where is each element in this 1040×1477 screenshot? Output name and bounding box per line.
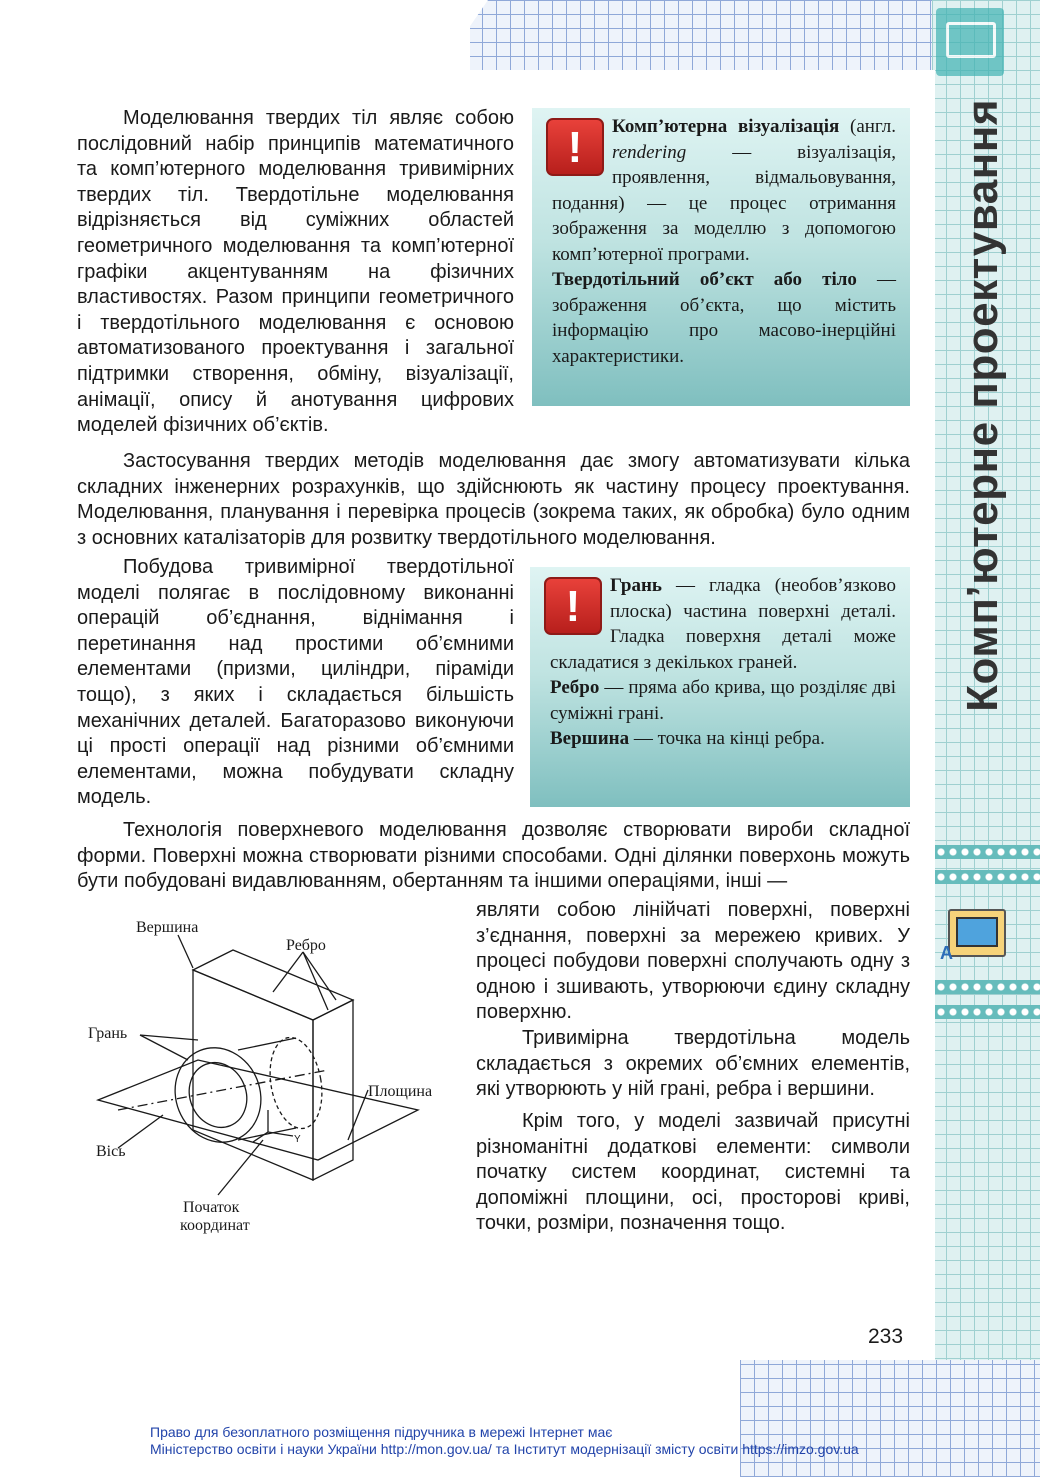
- exclamation-icon: !: [544, 577, 602, 635]
- label-origin-line2: координат: [180, 1217, 250, 1234]
- classroom-board-icon: A: [940, 905, 1010, 965]
- grid-background-bottom: [740, 1350, 1040, 1477]
- ornament-divider: [935, 980, 1040, 994]
- term-edge: Ребро: [550, 677, 600, 698]
- paragraph-surface-modeling: Технологія поверхневого моделювання дозволяє створювати вироби складної форми. Поверхні можна створювати різними способами. Одні ділянки поверхонь можуть бути побудовані видавлюванням, обертанням та іншими операціями, інші —: [77, 819, 910, 893]
- cylinder-inner: [180, 1054, 257, 1136]
- label-edge: Ребро: [286, 937, 326, 954]
- footer-rights-line: Право для безоплатного розміщення підручника в мережі Інтернет має: [150, 1424, 613, 1440]
- cylinder-outer: [161, 1035, 275, 1155]
- paragraph-extra-elements: Крім того, у моделі зазвичай присутні різноманітні додаткові елементи: символи початку систем координат, системні та допоміжні площини, осі, просторові криві, точки, розміри, позначення тощо.: [476, 1110, 910, 1235]
- ornament-divider: [935, 870, 1040, 884]
- page-number: 233: [868, 1325, 904, 1348]
- ornament-divider: [935, 845, 1040, 859]
- ornament-divider: [935, 1005, 1040, 1019]
- label-vertex: Вершина: [136, 919, 199, 936]
- paragraph-surfaces: являти собою лінійчаті поверхні, поверхні з’єднання, поверхні за мережею кривих. У процесі побудови поверхні сполучають одну з одною і зшивають, утворюючи єдину складну поверхню.: [476, 899, 910, 1024]
- term-solid-object: Твердотільний об’єкт або тіло: [552, 269, 857, 290]
- box-front-face: [193, 970, 313, 1180]
- plane-shape: [98, 1060, 418, 1160]
- term-rendering: Комп’ютерна візуалізація: [612, 116, 840, 137]
- label-y: Y: [294, 1134, 301, 1145]
- paragraph-applications: Застосування твердих методів моделювання дає змогу автоматизувати кілька складних інженерних розрахунків, що здійснюють як частину процесу проектування. Моделювання, планування і перевірка процесів (зокрема таких, як обробка) було одним з основних каталізаторів для розвитку твердотільного моделювання.: [77, 450, 910, 549]
- label-face: Грань: [88, 1025, 128, 1042]
- definition-box-face-edge-vertex: ! Грань — гладка (необов’язково плоска) частина поверхні деталі. Гладка поверхня деталі може складатися з декількох граней. Ребро — пряма або крива, що розділяє дві суміжні грані. Вершина — точка на кінці ребра.: [530, 567, 910, 807]
- term-vertex: Вершина: [550, 728, 630, 749]
- label-axis: Вісь: [96, 1143, 126, 1160]
- definition-box-rendering: ! Комп’ютерна візуалізація (англ. rendering — візуалізація, проявлення, відмальовування, подання) — це процес отримання зображення за моделлю з допомогою комп’ютерної програми. Твердотільний об’єкт або тіло — зображення об’єкта, що містить інформацію про масово-інерційні характеристики.: [532, 108, 910, 406]
- paragraph-solid-modeling: Моделювання твердих тіл являє собою послідовний набір принципів математичного та комп’ютерного моделювання тривимірних твердих тіл. Твердотільне моделювання відрізняється від суміжних областей геометричного моделювання та комп’ютерної графіки акцентуванням на фізичних властивостях. Разом принципи геометричного і твердотільного моделювання є основою автоматизованого проектування і загальної підтримки створення, обміну, візуалізації, анімації, опису й анотування цифрових моделей фізичних об’єктів.: [77, 107, 514, 437]
- computer-icon: [936, 8, 1004, 76]
- label-plane: Площина: [368, 1083, 433, 1100]
- term-face: Грань: [610, 575, 662, 596]
- solid-model-diagram: [78, 910, 458, 1240]
- exclamation-icon: !: [546, 118, 604, 176]
- footer-ministry-line: Міністерство освіти і науки України http://mon.gov.ua/ та Інститут модернізації змісту освіти https://imzo.gov.ua: [150, 1441, 859, 1457]
- axis-line: [118, 1070, 328, 1110]
- paragraph-3d-model: Тривимірна твердотільна модель складається з окремих об’ємних елементів, які утворюють у ній грані, ребра і вершини.: [476, 1027, 910, 1101]
- box-top-face: [193, 950, 353, 1020]
- paragraph-construction: Побудова тривимірної твердотільної моделі полягає в послідовному виконанні операцій об’єднання, віднімання і перетинання над простими об’ємними елементами (призми, циліндри, піраміди тощо), з яких і складається більшість механічних деталей. Багаторазово виконуючи ці прості операції над різними об’ємними елементами, можна побудувати складну модель.: [77, 556, 514, 809]
- label-origin-line1: Початок: [183, 1199, 240, 1216]
- chapter-title: Комп’ютерне проектування: [958, 98, 1007, 712]
